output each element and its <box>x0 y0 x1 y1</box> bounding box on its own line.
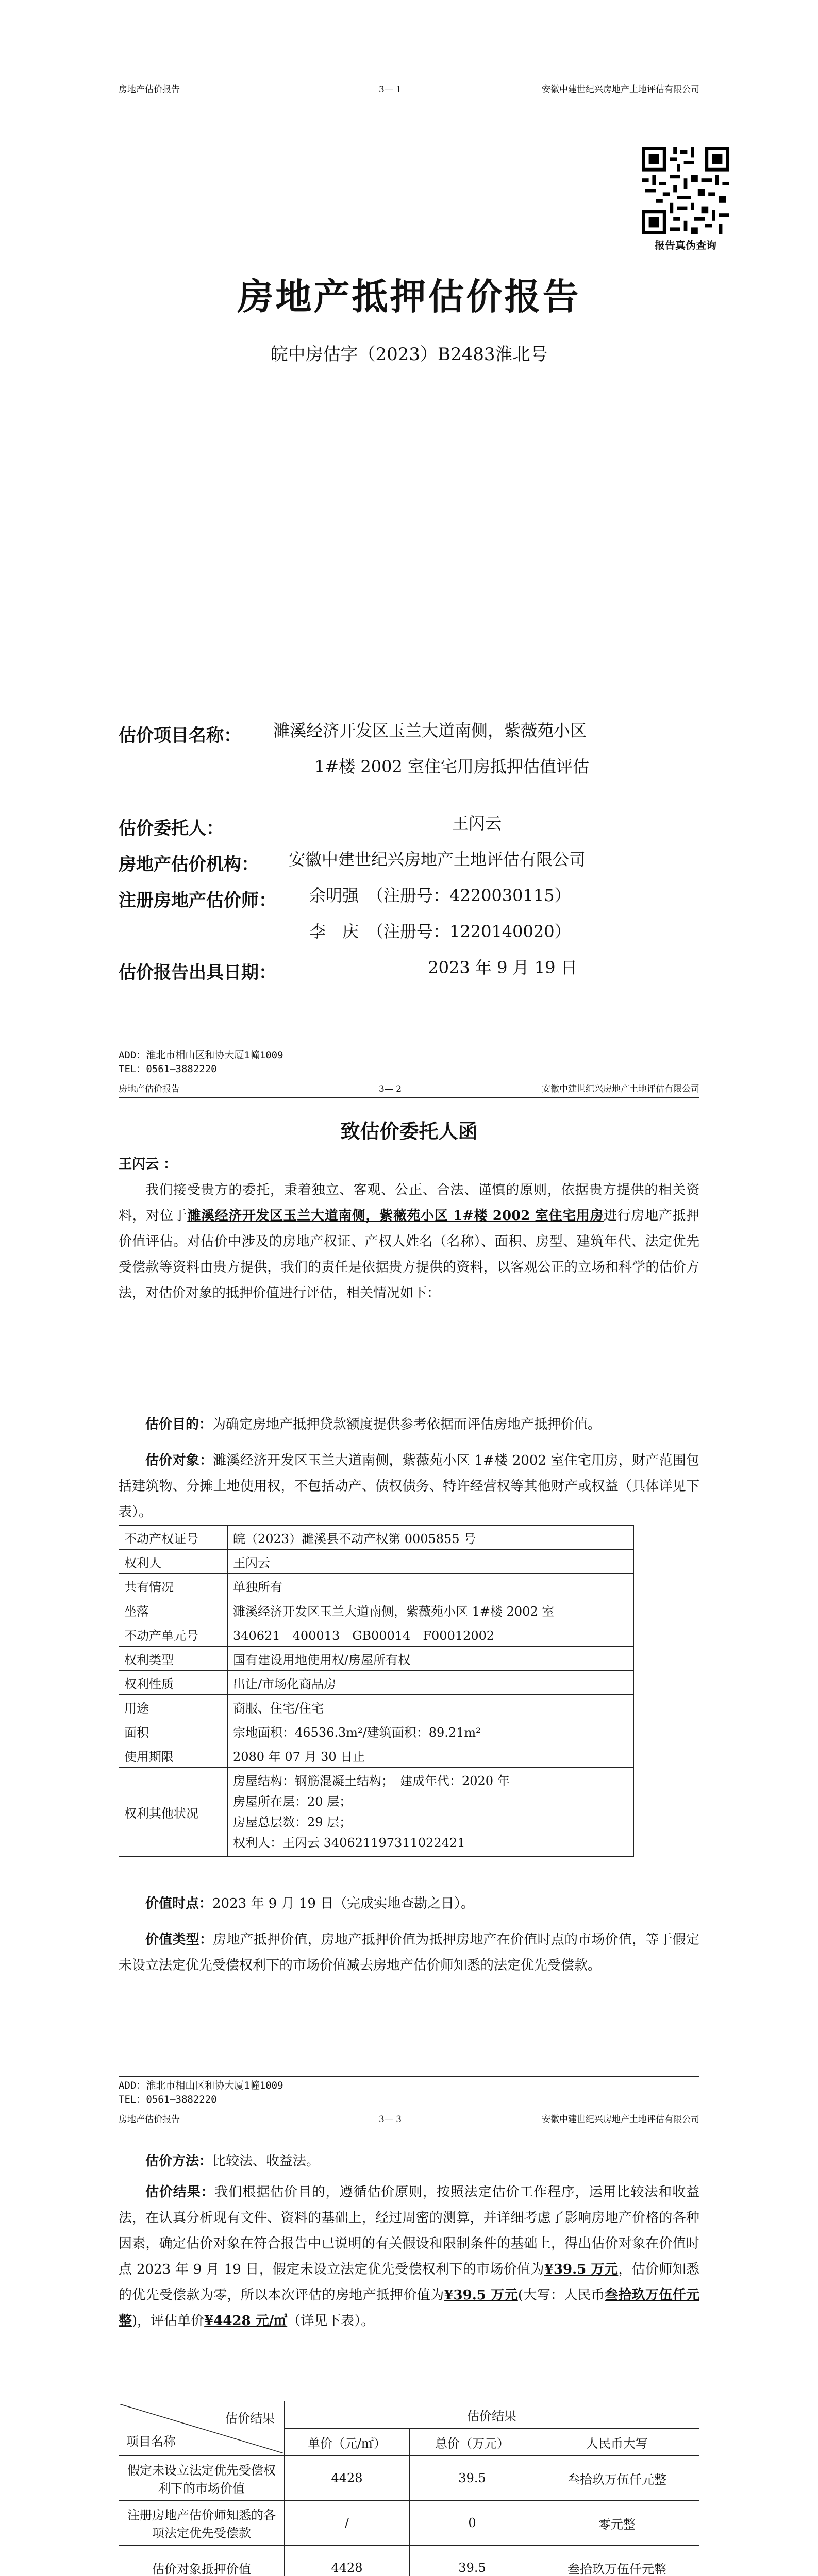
object-label: 估价对象： <box>145 1453 213 1468</box>
qr-code-icon[interactable] <box>642 147 729 234</box>
page-footer <box>119 2076 699 2106</box>
col-unit-price: 单价（元/㎡） <box>285 2429 410 2456</box>
letter-page-2 <box>0 2112 818 2576</box>
table-row <box>119 2501 699 2546</box>
result-group-header: 估价结果 <box>285 2401 699 2429</box>
project-name-value-line2: 1#楼 2002 室住宅用房抵押估值评估 <box>314 755 675 778</box>
col-total-price: 总价（万元） <box>410 2429 535 2456</box>
row-key: 权利性质 <box>119 1671 228 1695</box>
appraiser-label: 注册房地产估价师： <box>119 890 276 911</box>
cell-total: 39.5 <box>410 2546 535 2576</box>
header-right: 安徽中建世纪兴房地产土地评估有限公司 <box>542 1084 699 1094</box>
table-row <box>119 1768 634 1857</box>
result-text-5: （详见下表）。 <box>287 2313 375 2329</box>
cell-total: 39.5 <box>410 2456 535 2501</box>
cell-cn: 叁拾玖万伍仟元整 <box>535 2546 699 2576</box>
client-label: 估价委托人： <box>119 818 224 839</box>
intro-text-2: 进行房地产抵押价值评估。对估价中涉及的房地产权证、产权人姓名（名称）、面积、房型、建筑年代、法定优先受偿款等资料由贵方提供，我们的责任是依据贵方提供的资料，以客观公正的立场和科学的估价方法，对估价对象的抵押价值进行评估，相关情况如下： <box>119 1208 699 1301</box>
cell-cn: 零元整 <box>535 2501 699 2546</box>
agency-label: 房地产估价机构： <box>119 854 259 875</box>
table-row <box>119 1622 634 1647</box>
corner-bottom-label: 项目名称 <box>126 2434 176 2449</box>
value-type-text: 房地产抵押价值，房地产抵押价值为抵押房地产在价值时点的市场价值，等于假定未设立法定优先受偿权利下的市场价值减去房地产估价师知悉的法定优先受偿款。 <box>119 1932 699 1973</box>
cell-unit: 4428 <box>285 2546 410 2576</box>
result-text-1: 我们根据估价目的，遵循估价原则，按照法定估价工作程序，运用比较法和收益法，在认真分析现有文件、资料的基础上，经过周密的测算，并详细考虑了影响房地产价格的各种因素，确定估价对象在符合报告中已说明的有关假设和限制条件的基础上，得出估价对象在价值时点 2023 年 9 月 19 日，假定未设立法定优先受偿权利下的市场价值为 <box>119 2184 699 2277</box>
row-key: 权利人 <box>119 1550 228 1574</box>
result-text-4: )，评估单价 <box>132 2313 205 2329</box>
footer-tel: TEL：0561—3882220 <box>119 1063 217 1075</box>
header-page-mark: 3— 1 <box>379 84 402 95</box>
appraiser-2-value: 李 庆 （注册号：1220140020） <box>309 920 696 943</box>
value-type-paragraph <box>119 1927 699 1978</box>
row-key: 不动产单元号 <box>119 1622 228 1647</box>
other-status-line: 房屋结构：钢筋混凝土结构； 建成年代：2020 年 <box>233 1774 510 1788</box>
row-value: 出让/市场化商品房 <box>228 1671 634 1695</box>
page-header <box>119 2112 699 2128</box>
table-row <box>119 1743 634 1768</box>
purpose-label: 估价目的： <box>145 1417 213 1432</box>
cell-name: 估价对象抵押价值 <box>119 2546 285 2576</box>
purpose-text: 为确定房地产抵押贷款额度提供参考依据而评估房地产抵押价值。 <box>212 1417 602 1432</box>
row-value: 皖（2023）濉溪县不动产权第 0005855 号 <box>228 1526 634 1550</box>
header-left: 房地产估价报告 <box>119 1084 180 1094</box>
value-date-paragraph <box>119 1891 699 1917</box>
other-status-line: 房屋所在层：20 层； <box>233 1794 352 1809</box>
row-value: 2080 年 07 月 30 日止 <box>228 1743 634 1768</box>
project-name-value: 濉溪经济开发区玉兰大道南侧，紫薇苑小区 <box>273 719 696 742</box>
method-paragraph <box>119 2148 699 2174</box>
table-row <box>119 2456 699 2501</box>
row-key: 用途 <box>119 1695 228 1719</box>
header-right: 安徽中建世纪兴房地产土地评估有限公司 <box>542 84 699 95</box>
intro-text-1: 我们接受贵方的委托，秉着独立、客观、公正、合法、谨慎的原则，依据贵方提供的相关资料，对位于 <box>119 1182 699 1224</box>
footer-address: ADD：淮北市相山区和协大厦1幢1009 <box>119 1049 283 1061</box>
qr-caption: 报告真伪查询 <box>655 239 716 251</box>
report-number: 皖中房估字（2023）B2483淮北号 <box>270 344 548 365</box>
row-key: 权利其他状况 <box>119 1768 228 1857</box>
table-row <box>119 2546 699 2576</box>
market-value: ¥39.5 万元 <box>544 2262 619 2277</box>
cell-unit: / <box>285 2501 410 2546</box>
header-left: 房地产估价报告 <box>119 2114 180 2125</box>
table-row <box>119 1574 634 1598</box>
row-value <box>228 1768 634 1857</box>
other-status-line: 权利人：王闪云 340621197311022421 <box>233 1836 465 1850</box>
result-label: 估价结果： <box>145 2184 215 2200</box>
table-row <box>119 1550 634 1574</box>
result-text-3: (大写：人民币 <box>517 2287 605 2303</box>
row-key: 权利类型 <box>119 1647 228 1671</box>
letter-salutation: 王闪云 ： <box>119 1157 177 1172</box>
other-status-line: 房屋总层数：29 层； <box>233 1815 352 1829</box>
result-text-2: ，估价师知悉的优先受偿款为零，所以本次评估的房地产抵押价值为 <box>119 2262 699 2303</box>
footer-tel: TEL：0561—3882220 <box>119 2094 217 2105</box>
report-date-value: 2023 年 9 月 19 日 <box>309 956 696 979</box>
method-text: 比较法、收益法。 <box>212 2154 320 2169</box>
row-key: 坐落 <box>119 1598 228 1622</box>
agency-value: 安徽中建世纪兴房地产土地评估有限公司 <box>289 848 696 871</box>
cell-name: 假定未设立法定优先受偿权利下的市场价值 <box>119 2456 285 2501</box>
mortgage-value-chinese: 叁拾玖万伍仟元整 <box>119 2287 699 2329</box>
unit-price: ¥4428 元/㎡ <box>204 2313 288 2329</box>
cell-unit: 4428 <box>285 2456 410 2501</box>
property-rights-table <box>119 1525 634 1857</box>
value-date-text: 2023 年 9 月 19 日（完成实地查勘之日）。 <box>212 1896 475 1911</box>
row-key: 面积 <box>119 1719 228 1743</box>
row-key: 共有情况 <box>119 1574 228 1598</box>
row-value: 商服、住宅/住宅 <box>228 1695 634 1719</box>
row-key: 使用期限 <box>119 1743 228 1768</box>
client-value: 王闪云 <box>258 812 696 835</box>
table-row <box>119 1695 634 1719</box>
report-date-label: 估价报告出具日期： <box>119 962 276 983</box>
letter-title: 致估价委托人函 <box>340 1120 478 1143</box>
purpose-paragraph <box>119 1412 699 1437</box>
object-text: 濉溪经济开发区玉兰大道南侧，紫薇苑小区 1#楼 2002 室住宅用房，财产范围包括建筑物、分摊土地使用权，不包括动产、债权债务、特许经营权等其他财产或权益（具体详见下表）。 <box>119 1453 699 1520</box>
table-row <box>119 1647 634 1671</box>
table-corner-cell <box>119 2401 285 2456</box>
row-key: 不动产权证号 <box>119 1526 228 1550</box>
row-value: 宗地面积：46536.3m²/建筑面积：89.21m² <box>228 1719 634 1743</box>
letter-page-1 <box>0 1082 818 2112</box>
value-type-label: 价值类型： <box>145 1932 213 1947</box>
table-row <box>119 1598 634 1622</box>
col-chinese-amount: 人民币大写 <box>535 2429 699 2456</box>
value-date-label: 价值时点： <box>145 1896 213 1911</box>
page-header <box>119 82 699 98</box>
cover-page <box>0 0 818 1082</box>
appraiser-1-value: 余明强 （注册号：4220030115） <box>309 884 696 907</box>
row-value: 濉溪经济开发区玉兰大道南侧，紫薇苑小区 1#楼 2002 室 <box>228 1598 634 1622</box>
header-right: 安徽中建世纪兴房地产土地评估有限公司 <box>542 2114 699 2125</box>
footer-address: ADD：淮北市相山区和协大厦1幢1009 <box>119 2080 283 2091</box>
header-page-mark: 3— 3 <box>379 2114 402 2125</box>
cell-name: 注册房地产估价师知悉的各项法定优先受偿款 <box>119 2501 285 2546</box>
method-label: 估价方法： <box>145 2154 213 2169</box>
page-header <box>119 1082 699 1098</box>
cell-cn: 叁拾玖万伍仟元整 <box>535 2456 699 2501</box>
header-page-mark: 3— 2 <box>379 1084 402 1094</box>
result-paragraph <box>119 2179 699 2334</box>
table-row <box>119 1526 634 1550</box>
page-footer <box>119 1046 699 1075</box>
table-row <box>119 1671 634 1695</box>
valuation-result-table <box>119 2401 699 2576</box>
header-left: 房地产估价报告 <box>119 84 180 95</box>
mortgage-value: ¥39.5 万元 <box>444 2287 518 2303</box>
object-paragraph <box>119 1448 699 1525</box>
project-name-label: 估价项目名称： <box>119 725 241 746</box>
report-title: 房地产抵押估价报告 <box>237 276 581 318</box>
letter-intro <box>119 1177 699 1306</box>
table-row <box>119 1719 634 1743</box>
cell-total: 0 <box>410 2501 535 2546</box>
row-value: 国有建设用地使用权/房屋所有权 <box>228 1647 634 1671</box>
corner-top-label: 估价结果 <box>225 2411 275 2426</box>
intro-property: 濉溪经济开发区玉兰大道南侧，紫薇苑小区 1#楼 2002 室住宅用房 <box>187 1208 604 1224</box>
row-value: 王闪云 <box>228 1550 634 1574</box>
row-value: 单独所有 <box>228 1574 634 1598</box>
row-value: 340621 400013 GB00014 F00012002 <box>228 1622 634 1647</box>
